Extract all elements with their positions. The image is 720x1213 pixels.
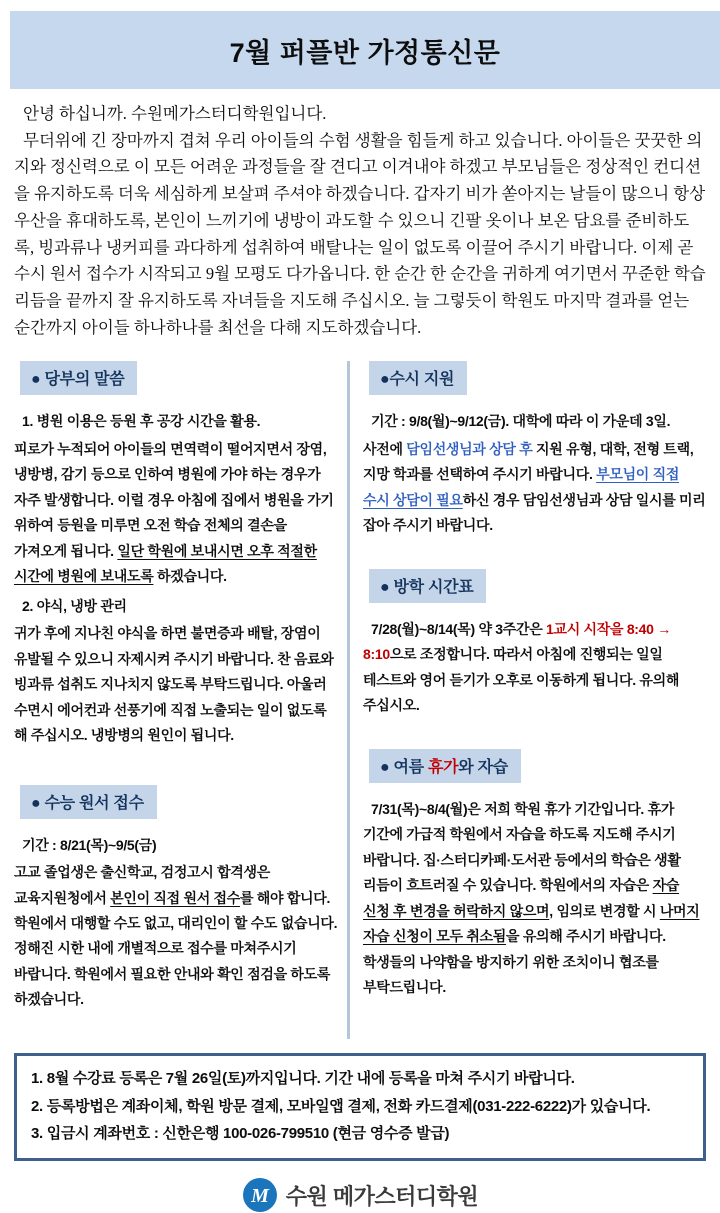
paragraph: 피로가 누적되어 아이들의 면역력이 떨어지면서 장염, 냉방병, 감기 등으로 인하여 병원에 가야 하는 경우가 자주 발생합니다. 이럴 경우 아침에 집에서 병원을 가기 위하여 등원을 미루면 오전 학습 전체의 결손을 가져오게 됩니다. 일단 학원에 보내시면 오후 적절한 시간에 병원에 보내도록 하겠습니다. [14,440,334,585]
paragraph: 2. 야식, 냉방 관리 [22,597,127,614]
paragraph: 7/31(목)~8/4(월)은 저희 학원 휴가 기간입니다. 휴가 기간에 가급적 학원에서 자습을 하도록 지도해 주시기 바랍니다. 집·스터디카페·도서관 등에서의 학습은 생활 리듬이 흐트러질 수 있습니다. 학원에서의 자습은 자습 신청 후 변경을 허락하지 않으며, 임의로 변경할 시 나머지 자습 신청이 모두 취소됨을 유의해 주시기 바랍니다. 학생들의 나약함을 방지하기 위한 조치이니 협조를 부탁드립니다. [363,800,700,995]
section-header-banghak-timetable: ● 방학 시간표 [369,569,486,603]
section-suneung-wonseo [14,785,338,1013]
section-dangbu [14,361,338,748]
columns [14,361,706,1038]
intro-body: 무더위에 긴 장마까지 겹쳐 우리 아이들의 수험 생활을 힘들게 하고 있습니다. 아이들은 꿋꿋한 의지와 정신력으로 이 모든 어려운 과정들을 잘 견디고 이겨내야 하겠고 부모님들은 정상적인 컨디션을 유지하도록 더욱 세심하게 보살펴 주셔야 하겠습니다. 갑자기 비가 쏟아지는 날들이 많으니 항상 우산을 휴대하도록, 본인이 느끼기에 냉방이 과도할 수 있으니 긴팔 옷이나 보온 담요를 준비하도록, 빙과류나 냉커피를 과다하게 섭취하여 배탈나는 일이 없도록 이끌어 주시기 바랍니다. 이제 곧 수시 원서 접수가 시작되고 9월 모평도 다가옵니다. 한 순간 한 순간을 귀하게 여기면서 꾸준한 학습 리듬을 끝까지 잘 유지하도록 자녀들을 지도해 주십시오. 늘 그렇듯이 학원도 마지막 결과를 얻는 순간까지 아이들 하나하나를 최선을 다해 지도하겠습니다. [14,130,706,337]
title-band [10,11,720,89]
paragraph: 귀가 후에 지나친 야식을 하면 불면증과 배탈, 장염이 유발될 수 있으니 자제시켜 주시기 바랍니다. 찬 음료와 빙과류 섭취도 지나치지 않도록 부탁드립니다. 아울러 수면시 에어컨과 선풍기에 직접 노출되는 일이 없도록 해 주십시오. 냉방병의 원인이 됩니다. [14,625,334,744]
notice-line: 3. 입금시 계좌번호 : 신한은행 100-026-799510 (현금 영수증 발급) [31,1125,450,1143]
left-column [14,361,347,1038]
newsletter-page [0,11,720,1209]
tuition-notice-box [14,1053,706,1161]
paragraph: 1. 병원 이용은 등원 후 공강 시간을 활용. [22,413,261,430]
section-summer-vacation [363,749,706,1001]
paragraph: 기간 : 8/21(목)~9/5(금) [22,836,157,853]
section-header-dangbu: ● 당부의 말씀 [20,361,137,395]
section-banghak-timetable [363,569,706,719]
page-title: 7월 퍼플반 가정통신문 [229,37,501,68]
paragraph: 사전에 담임선생님과 상담 후 지원 유형, 대학, 전형 트랙, 지망 학과를 선택하여 주시기 바랍니다. 부모님이 직접 수시 상담이 필요하신 경우 담임선생님과 상담 일시를 미리 잡아 주시기 바랍니다. [363,440,706,534]
intro-section [14,101,706,341]
right-column [350,361,706,1038]
section-header-summer-vacation: ● 여름 휴가와 자습 [369,749,521,783]
notice-line: 1. 8월 수강료 등록은 7월 26일(토)까지입니다. 기간 내에 등록을 마쳐 주시기 바랍니다. [31,1069,575,1087]
notice-line: 2. 등록방법은 계좌이체, 학원 방문 결제, 모바일앱 결제, 전화 카드결제(031-222-6222)가 있습니다. [31,1097,651,1115]
section-header-susi: ●수시 지원 [369,361,467,395]
section-header-suneung-wonseo: ● 수능 원서 접수 [20,785,157,819]
section-susi [363,361,706,538]
academy-brand-name: 수원 메가스터디학원 [285,1183,479,1209]
svg-text:M: M [250,1185,269,1208]
paragraph: 기간 : 9/8(월)~9/12(금). 대학에 따라 이 가운데 3일. [371,413,671,430]
paragraph: 7/28(월)~8/14(목) 약 3주간은 1교시 시작을 8:40 → 8:10으로 조정합니다. 따라서 아침에 진행되는 일일 테스트와 영어 듣기가 오후로 이동하게 됩니다. 유의해 주십시오. [363,620,680,714]
intro-greeting: 안녕 하십니까. 수원메가스터디학원입니다. [23,104,327,123]
megastudy-logo-icon [242,1177,278,1213]
paragraph: 고교 졸업생은 출신학교, 검정고시 합격생은 교육지원청에서 본인이 직접 원서 접수를 해야 합니다. 학원에서 대행할 수도 없고, 대리인이 할 수도 없습니다. 정해진 시한 내에 개별적으로 접수를 마쳐주시기 바랍니다. 학원에서 필요한 안내와 확인 점검을 하도록 하겠습니다. [14,864,338,1008]
footer [0,1177,720,1213]
